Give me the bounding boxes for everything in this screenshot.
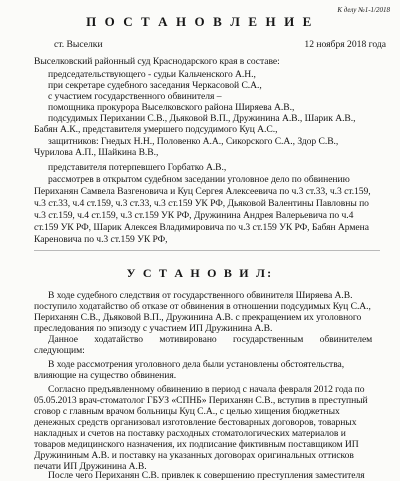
intro-line: Выселковский районный суд Краснодарского края в составе:: [34, 56, 280, 67]
body-line: В ходе рассмотрения уголовного дела были установлены обстоятельства,: [48, 359, 345, 370]
body-line: Данное ходатайство мотивировано государственным обвинителем: [48, 334, 373, 345]
section-divider: [34, 250, 380, 251]
intro-line: ст.159 УК РФ, Шарик Алексея Владимировича по ч.3 ст.159 УК РФ, Бабян Армена: [34, 222, 369, 233]
body-line: Согласно предъявленному обвинению в период с начала февраля 2012 года по: [48, 384, 365, 395]
body-line: После чего Периханян С.В. привлек к совершению преступления заместителя: [48, 470, 365, 481]
intro-line: с участием государственного обвинителя –: [48, 91, 222, 102]
date: 12 ноября 2018 года: [304, 39, 386, 50]
intro-line: помощника прокурора Выселковского района Ширяева А.В.,: [48, 102, 295, 113]
intro-line: ч.3 ст.33, ч.4 ст.159, ч.3 ст.33, ч.3 ст.159 УК РФ, Дьяковой Валентины Павловны по: [34, 198, 369, 209]
body-line: Периханян С.В., Дьяковой В.П., Дружинина А.В. с прекращением их уголовного: [34, 312, 362, 323]
intro-line: Бабян А.К., представителя умершего подсудимого Куц А.С.,: [34, 124, 278, 135]
body-line: В ходе судебного следствия от государственного обвинителя Ширяева А.В.: [48, 290, 353, 301]
body-line: сговор с главным врачом больницы Куц С.А., с целью хищения бюджетных: [34, 406, 340, 417]
body-line: печати ИП Дружинина А.В.: [34, 461, 147, 472]
body-line: Дружининым А.В. и поставку на указанных договорах оригинальных оттисков: [34, 450, 354, 461]
body-line: денежных средств организовал изготовление бестоварных договоров, товарных: [34, 417, 357, 428]
intro-line: Чурилова А.П., Шайкина В.В.,: [34, 147, 159, 158]
body-line: поступило ходатайство об отказе от обвинения в отношении подсудимых Куц С.А.,: [34, 301, 371, 312]
intro-line: рассмотрев в открытом судебном заседании уголовное дело по обвинению: [48, 174, 350, 185]
intro-line: при секретаре судебного заседания Черкасовой С.А.,: [48, 80, 262, 91]
location: ст. Выселки: [54, 39, 103, 50]
intro-line: Кареновича по ч.3 ст.159 УК РФ,: [34, 234, 168, 245]
intro-line: защитников: Гнедых Н.Н., Половенко А.А., Сикорского С.А., Здор С.В.,: [48, 136, 339, 147]
section-title: У С Т А Н О В И Л:: [126, 266, 274, 280]
body-line: преследования по эпизоду с участием ИП Дружинина А.В.: [34, 323, 273, 334]
body-line: 05.05.2013 врач-стоматолог ГБУЗ «СПНБ» Периханян С.В., вступив в преступный: [34, 395, 368, 406]
body-line: накладных и счетов на поставку расходных стоматологических материалов и: [34, 428, 346, 439]
document-title: П О С Т А Н О В Л Е Н И Е: [86, 14, 314, 29]
intro-line: подсудимых Перихании С.В., Дьяковой В.П., Дружинина А.В., Шарик А.В.,: [48, 113, 356, 124]
intro-line: председательствующего - судьи Кальченского А.Н.,: [48, 69, 256, 80]
body-line: влияющие на существо обвинения.: [34, 370, 177, 381]
body-line: товаров медицинского назначения, их подписание фиктивным поставщиком ИП: [34, 439, 359, 450]
intro-line: Периханян Самвела Вазгеновича и Куц Сергея Алексеевича по ч.3 ст.33, ч.3 ст.159,: [34, 186, 371, 197]
intro-line: представителя потерпевшего Горбатко А.В.,: [48, 162, 227, 173]
case-number: К делу №1-1/2018: [337, 6, 390, 14]
body-line: следующим:: [34, 345, 85, 356]
intro-line: ч.3 ст.159, ч.4 ст.159, ч.3 ст.159 УК РФ, Дружинина Андрея Валерьевича по ч.4: [34, 210, 354, 221]
